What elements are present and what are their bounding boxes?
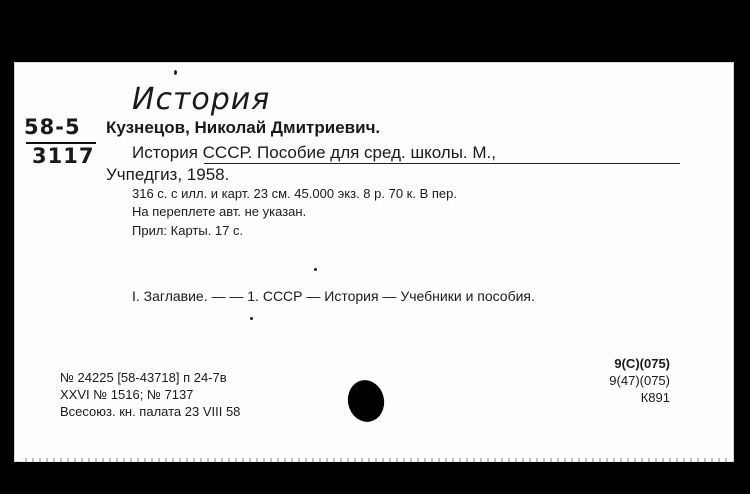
registry-line-2: XXVI № 1516; № 7137 xyxy=(60,387,194,402)
ink-speck xyxy=(250,317,253,320)
ink-speck xyxy=(174,70,177,75)
registry-line-1: № 24225 [58-43718] п 24-7в xyxy=(60,370,227,385)
author-heading: Кузнецов, Николай Дмитриевич. xyxy=(106,118,381,137)
note-author: На переплете авт. не указан. xyxy=(132,204,307,219)
classification-3: К891 xyxy=(640,390,670,405)
call-number-top: 58-5 xyxy=(24,115,81,139)
classification-2: 9(47)(075) xyxy=(609,373,670,388)
publisher-year: Учпедгиз, 1958. xyxy=(106,165,230,184)
registry-line-3: Всесоюз. кн. палата 23 VIII 58 xyxy=(60,404,241,419)
catalog-card xyxy=(14,62,734,462)
classification-1: 9(С)(075) xyxy=(614,356,670,371)
call-number-bottom: 3117 xyxy=(32,144,95,168)
handwritten-subject: История xyxy=(132,82,271,117)
book-title: История СССР. Пособие для сред. школы. М., xyxy=(132,143,496,162)
physical-description: 316 с. с илл. и карт. 23 см. 45.000 экз. 8 р. 70 к. В пер. xyxy=(132,186,457,201)
ink-speck xyxy=(314,268,317,271)
ink-blot xyxy=(344,377,388,426)
title-underline xyxy=(204,163,680,164)
card-bottom-edge xyxy=(20,458,732,462)
note-supplement: Прил: Карты. 17 с. xyxy=(132,223,244,238)
subject-tracing: I. Заглавие. — — 1. СССР — История — Учебники и пособия. xyxy=(132,288,535,304)
